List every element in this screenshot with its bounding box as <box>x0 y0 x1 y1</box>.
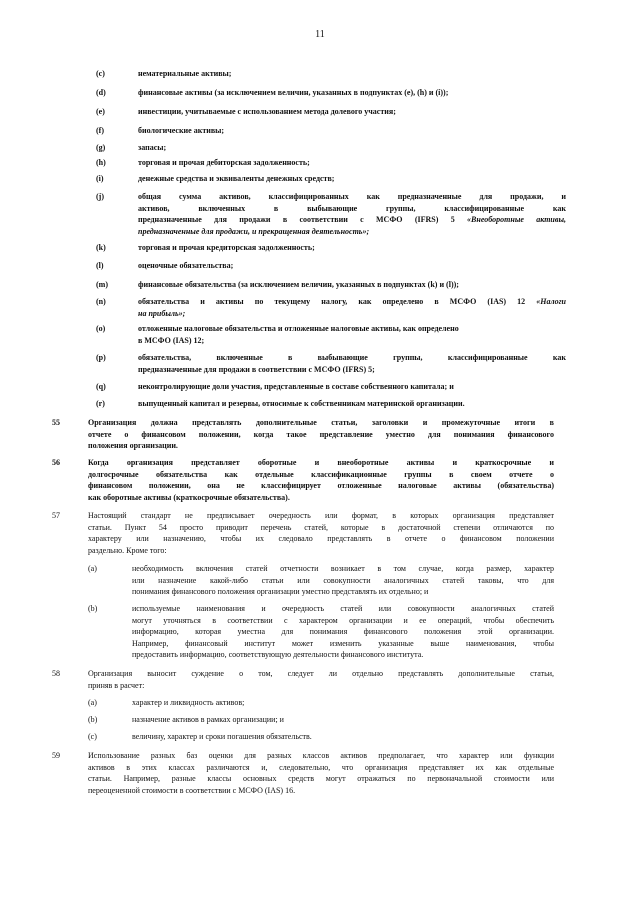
subitem-label: (a) <box>88 698 97 707</box>
list-item-label: (m) <box>96 280 108 289</box>
list-item-label: (q) <box>96 382 106 391</box>
list-item-label: (c) <box>96 69 105 78</box>
paragraph-number: 58 <box>52 669 60 678</box>
list-item-label: (d) <box>96 88 106 97</box>
list-item-text: общая сумма активов, классифицированных как предназначенные для продажи, и активов, включенных в выбывающие группы, классифицированные как предназначенные для продажи в соответствии с МСФО (IFRS) 5 «Внеоборотные активы, предназначенные для продажи, и прекращенная деятельность»; <box>138 192 566 236</box>
subitem-text: необходимость включения статей отчетности возникает в том случае, когда размер, характер или назначение какой-либо статьи или совокупности аналогичных статей таковы, что для понимания финансового положения организации уместно представлять их отдельно; и <box>132 564 554 596</box>
list-item-text: запасы; <box>138 143 167 152</box>
list-item-text: биологические активы; <box>138 126 225 135</box>
subitem-text: назначение активов в рамках организации; и <box>132 715 284 724</box>
paragraph-text: Когда организация представляет оборотные и внеоборотные активы и краткосрочные и долгосрочные обязательства как отдельные классификационные группы в своем отчете о финансовом положении, она не классифицирует отложенные налоговые активы (обязательства) как оборотные активы (краткосрочные обязательства). <box>88 458 554 502</box>
list-item-text: обязательства и активы по текущему налогу, как определено в МСФО (IAS) 12 «Налоги на прибыль»; <box>138 297 566 318</box>
list-item-label: (g) <box>96 143 106 152</box>
list-item-text: обязательства, включенные в выбывающие группы, классифицированные как предназначенные для продажи в соответствии с МСФО (IFRS) 5; <box>138 353 566 374</box>
paragraph-text: Использование разных баз оценки для разных классов активов предполагает, что характер или функции активов в этих классах различаются и, следовательно, что организация представляет их как отдельные статьи. Например, разные классы основных средств могут отражаться по первоначальной стоимости или переоцененной стоимости в соответствии с МСФО (IAS) 16. <box>88 751 554 795</box>
list-item-text: нематериальные активы; <box>138 69 232 78</box>
subitem-label: (c) <box>88 732 97 741</box>
subitem-label: (a) <box>88 564 97 573</box>
subitem-text: характер и ликвидность активов; <box>132 698 245 707</box>
list-item-label: (j) <box>96 192 104 201</box>
paragraph-text: Настоящий стандарт не предписывает очередность или формат, в которых организация представляет статьи. Пункт 54 просто приводит перечень статей, которые в достаточной степени отличаются по характеру или назначению, чтобы их следовало представлять в отчете о финансовом положении раздельно. Кроме того: <box>88 511 554 555</box>
list-item-text: выпущенный капитал и резервы, относимые к собственникам материнской организации. <box>138 399 465 408</box>
list-item-text: оценочные обязательства; <box>138 261 234 270</box>
paragraph-number: 56 <box>52 458 60 467</box>
list-item-text: торговая и прочая кредиторская задолженность; <box>138 243 315 252</box>
list-item-label: (l) <box>96 261 104 270</box>
list-item-text: инвестиции, учитываемые с использованием метода долевого участия; <box>138 107 396 116</box>
subitem-label: (b) <box>88 604 98 613</box>
paragraph-number: 59 <box>52 751 60 760</box>
paragraph-number: 55 <box>52 418 60 427</box>
list-item-text: торговая и прочая дебиторская задолженность; <box>138 158 310 167</box>
list-item-text: финансовые обязательства (за исключением величин, указанных в подпунктах (k) и (l)); <box>138 280 459 289</box>
list-item-label: (о) <box>96 324 106 333</box>
list-item-text: неконтролирующие доли участия, представленные в составе собственного капитала; и <box>138 382 454 391</box>
list-item-label: (n) <box>96 297 106 306</box>
page-number: 11 <box>315 29 325 40</box>
subitem-text: используемые наименования и очередность статей или совокупности аналогичных статей могут уточняться в соответствии с характером организации и ее операций, чтобы обеспечить информацию, которая уместна для понимания финансового положения этой организации. Например, финансовый институт может изменить указанные выше наименования, чтобы предоставить информацию, соответствующую деятельности финансового института. <box>132 604 554 659</box>
list-item-label: (k) <box>96 243 106 252</box>
subitem-text: величину, характер и сроки погашения обязательств. <box>132 732 312 741</box>
list-item-label: (h) <box>96 158 106 167</box>
subitem-label: (b) <box>88 715 98 724</box>
list-item-text: денежные средства и эквиваленты денежных средств; <box>138 174 335 183</box>
list-item-text: отложенные налоговые обязательства и отложенные налоговые активы, как определено в МСФО (IAS) 12; <box>138 324 459 345</box>
paragraph-text: Организация должна представлять дополнительные статьи, заголовки и промежуточные итоги в отчете о финансовом положении, когда такое представление уместно для понимания финансового положения организации. <box>88 418 554 450</box>
paragraph-text: Организация выносит суждение о том, следует ли отдельно представлять дополнительные статьи, приняв в расчет: <box>88 669 554 690</box>
paragraph-number: 57 <box>52 511 60 520</box>
list-item-label: (f) <box>96 126 104 135</box>
list-item-label: (р) <box>96 353 106 362</box>
list-item-label: (r) <box>96 399 105 408</box>
list-item-label: (i) <box>96 174 104 183</box>
list-item-label: (е) <box>96 107 105 116</box>
list-item-text: финансовые активы (за исключением величин, указанных в подпунктах (е), (h) и (i)); <box>138 88 449 97</box>
